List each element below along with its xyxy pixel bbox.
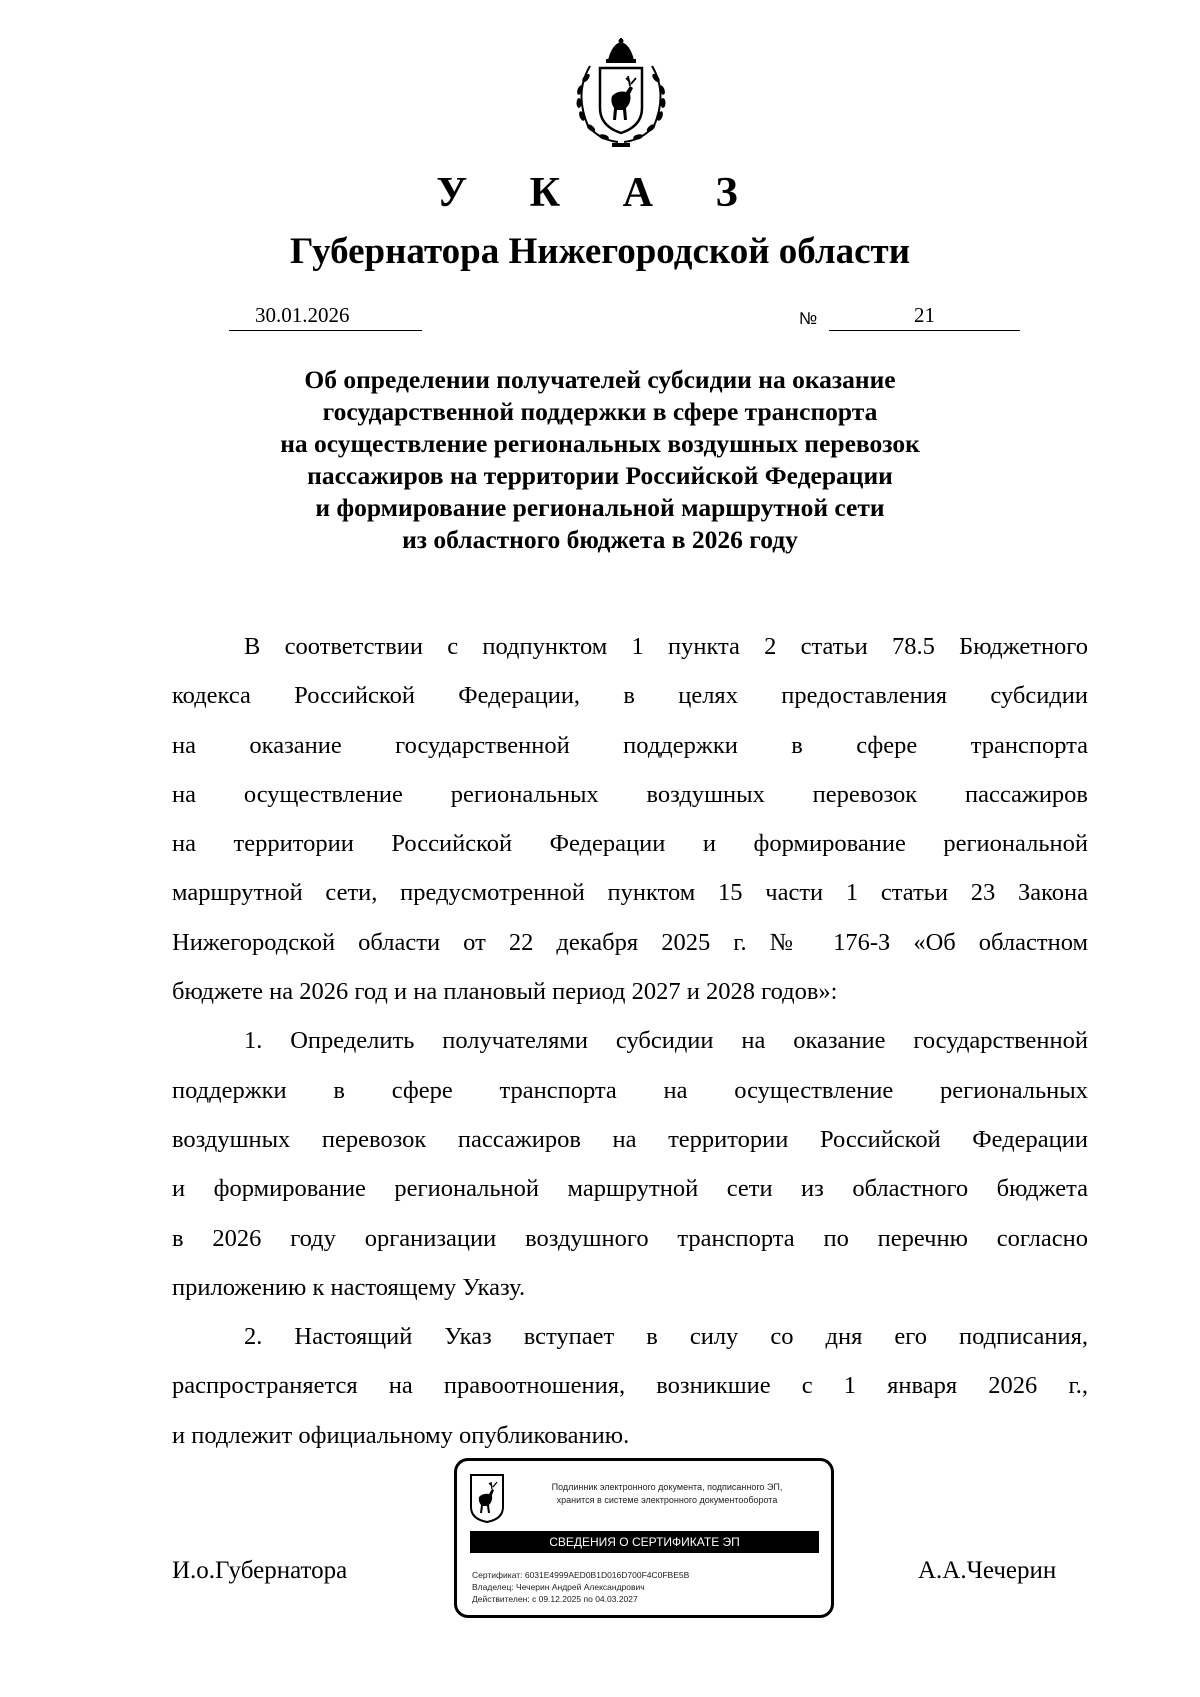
document-issuer-subtitle: Губернатора Нижегородской области (289, 231, 911, 272)
document-date: 30.01.2026 (255, 303, 350, 327)
document-body (172, 622, 1088, 1460)
certificate-details (472, 1569, 822, 1605)
certificate-owner: Владелец: Чечерин Андрей Александрович (472, 1582, 645, 1592)
number-label: № (799, 309, 818, 328)
subject-title-line: из областного бюджета в 2026 году (402, 525, 798, 554)
stamp-note-line: Подлинник электронного документа, подписанного ЭП, (551, 1482, 783, 1492)
subject-title-line: на осуществление региональных воздушных перевозок (280, 429, 920, 458)
subject-title-line: пассажиров на территории Российской Федерации (307, 461, 893, 490)
body-line: на осуществление региональных воздушных перевозок пассажиров (172, 780, 1088, 808)
coat-of-arms-emblem (560, 38, 682, 148)
body-line: 1. Определить получателями субсидии на оказание государственной (244, 1027, 1088, 1055)
body-line: 2. Настоящий Указ вступает в силу со дня его подписания, (244, 1323, 1088, 1351)
body-line: поддержки в сфере транспорта на осуществление региональных (172, 1076, 1088, 1104)
certificate-validity: Действителен: с 09.12.2025 по 04.03.2027 (472, 1594, 638, 1604)
signatory-position: И.о.Губернатора (172, 1557, 348, 1584)
document-subject-title (0, 364, 1200, 556)
deer-shield-icon (469, 1473, 505, 1523)
document-date-field (229, 302, 422, 331)
body-line: распространяется на правоотношения, возникшие с 1 января 2026 г., (172, 1372, 1088, 1400)
body-line: и подлежит официальному опубликованию. (172, 1421, 630, 1449)
subject-title-line: Об определении получателей субсидии на оказание (304, 365, 896, 394)
subject-title-line: и формирование региональной маршрутной сети (315, 493, 885, 522)
electronic-signature-stamp (454, 1458, 834, 1618)
body-line: В соответствии с подпунктом 1 пункта 2 статьи 78.5 Бюджетного (244, 633, 1088, 660)
stamp-note-line: хранится в системе электронного документооборота (556, 1495, 778, 1505)
body-line: воздушных перевозок пассажиров на территории Российской Федерации (172, 1125, 1088, 1153)
certificate-id: Сертификат: 6031E4999AED0B1D016D700F4C0FBE5B (472, 1570, 690, 1580)
signatory-name: А.А.Чечерин (918, 1557, 1057, 1584)
body-line: маршрутной сети, предусмотренной пунктом 15 части 1 статьи 23 Закона (172, 879, 1088, 907)
body-line: приложению к настоящему Указу. (172, 1273, 526, 1301)
body-line: кодекса Российской Федерации, в целях предоставления субсидии (172, 682, 1088, 710)
certificate-info-header: СВЕДЕНИЯ О СЕРТИФИКАТЕ ЭП (470, 1531, 819, 1553)
document-number: 21 (829, 302, 1020, 331)
body-line: и формирование региональной маршрутной сети из областного бюджета (172, 1175, 1088, 1203)
body-line: Нижегородской области от 22 декабря 2025 г. № 176-З «Об областном (172, 928, 1088, 956)
body-line: бюджете на 2026 год и на плановый период 2027 и 2028 годов»: (172, 978, 838, 1006)
body-line: в 2026 году организации воздушного транспорта по перечню согласно (172, 1224, 1088, 1252)
body-line: на оказание государственной поддержки в сфере транспорта (172, 731, 1088, 759)
body-line: на территории Российской Федерации и формирование региональной (172, 830, 1088, 858)
subject-title-line: государственной поддержки в сфере транспорта (322, 397, 878, 426)
document-type-title: У К А З (436, 170, 764, 216)
